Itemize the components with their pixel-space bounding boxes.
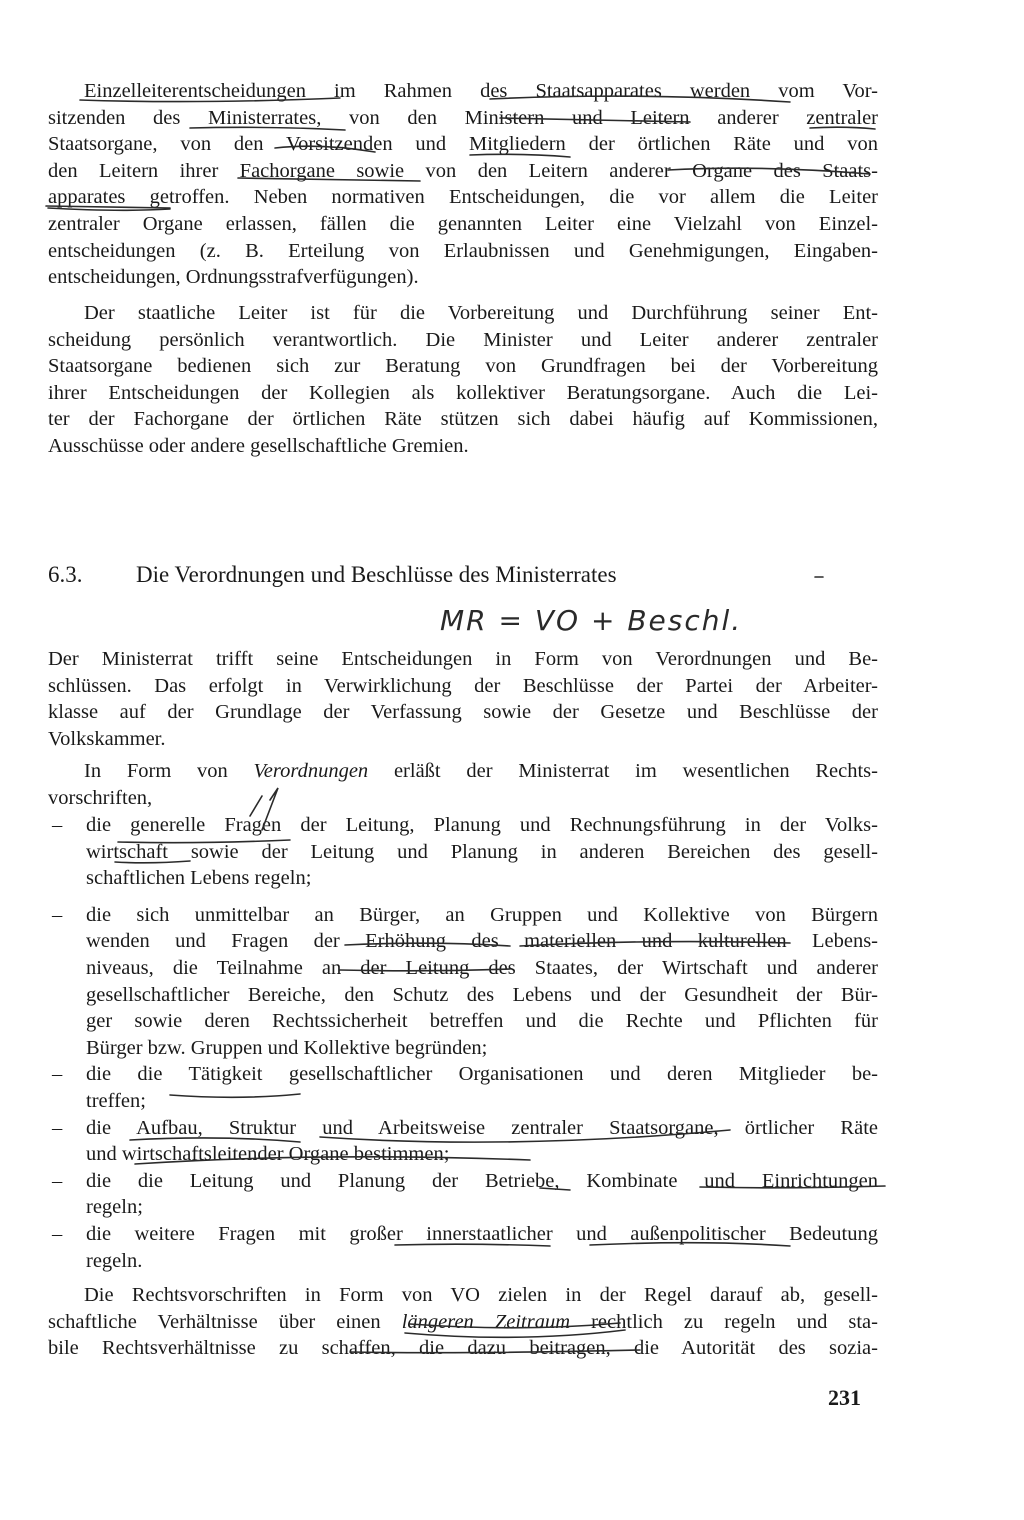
text-line: apparates getroffen. Neben normativen Entscheidungen, die vor allem die Leiter: [48, 186, 878, 209]
text-line: die Aufbau, Struktur und Arbeitsweise zentraler Staatsorgane, örtlicher Räte: [86, 1116, 878, 1139]
paragraph-verordnungen: [48, 758, 878, 811]
text-line: Einzelleiterentscheidungen im Rahmen des Staatsapparates werden vom Vor-: [84, 80, 878, 102]
text-line: die sich unmittelbar an Bürger, an Gruppen und Kollektive von Bürgern: [86, 903, 878, 926]
list-item: [48, 1061, 878, 1114]
text-line: regeln;: [86, 1196, 143, 1219]
paragraph-einzelleiter: [48, 78, 878, 291]
text-line: und wirtschaftsleitender Organe bestimmen;: [86, 1143, 450, 1166]
text-line: schaftliche Verhältnisse über einen längeren Zeitraum rechtlich zu regeln und sta-: [48, 1310, 878, 1333]
dash-bullet: –: [52, 1116, 63, 1139]
text-line: Staatsorgane, von den Vorsitzenden und Mitgliedern der örtlichen Räte und von: [48, 133, 878, 156]
text-line: zentraler Organe erlassen, fällen die genannten Leiter eine Vielzahl von Einzel-: [48, 212, 878, 235]
text-line: In Form von Verordnungen erläßt der Ministerrat im wesentlichen Rechts-: [84, 760, 878, 782]
text-line: scheidung persönlich verantwortlich. Die Minister und Leiter anderer zentraler: [48, 328, 878, 351]
text-line: Staatsorgane bedienen sich zur Beratung von Grundfragen bei der Vorbereitung: [48, 355, 878, 378]
text-line: ger sowie deren Rechtssicherheit betreffen und die Rechte und Pflichten für: [86, 1010, 878, 1033]
text-line: wenden und Fragen der Erhöhung des materiellen und kulturellen Lebens-: [86, 930, 878, 953]
text-line: die die Tätigkeit gesellschaftlicher Organisationen und deren Mitglieder be-: [86, 1063, 878, 1086]
dash-bullet: –: [52, 1169, 63, 1192]
list-item: [48, 1221, 878, 1274]
text-line: den Leitern ihrer Fachorgane sowie von den Leitern anderer Organe des Staats-: [48, 159, 878, 182]
list-item: [48, 812, 878, 892]
handwritten-note: MR = VO + Beschl.: [440, 604, 743, 637]
text-line: schlüssen. Das erfolgt in Verwirklichung der Beschlüsse der Partei der Arbeiter-: [48, 674, 878, 697]
text-line: entscheidungen (z. B. Erteilung von Erlaubnissen und Genehmigungen, Eingaben-: [48, 239, 878, 262]
section-number: 6.3.: [48, 562, 83, 587]
list-item: [48, 1115, 878, 1168]
text-line: bile Rechtsverhältnisse zu schaffen, die dazu beitragen, die Autorität des sozia-: [48, 1337, 878, 1360]
text-line: die generelle Fragen der Leitung, Planung und Rechnungsführung in der Volks-: [86, 814, 878, 836]
text-line: wirtschaft sowie der Leitung und Planung in anderen Bereichen des gesell-: [86, 840, 878, 863]
dash-bullet: –: [52, 814, 63, 836]
dash-bullet: –: [52, 903, 63, 926]
text-line: Der Ministerrat trifft seine Entscheidungen in Form von Verordnungen und Be-: [48, 648, 878, 670]
section-title: Die Verordnungen und Beschlüsse des Ministerrates: [136, 562, 617, 587]
text-line: niveaus, die Teilnahme an der Leitung des Staates, der Wirtschaft und anderer: [86, 956, 878, 979]
list-item: [48, 902, 878, 1062]
text-line: Volkskammer.: [48, 727, 166, 750]
section-heading: [48, 562, 617, 588]
text-line: ihrer Entscheidungen der Kollegien als kollektiver Beratungsorgane. Auch die Lei-: [48, 381, 878, 404]
page-number: 231: [828, 1385, 861, 1410]
text-line: Ausschüsse oder andere gesellschaftliche Gremien.: [48, 434, 469, 457]
dash-bullet: –: [52, 1222, 63, 1245]
verordnungen-list: [48, 812, 878, 1274]
text-line: regeln.: [86, 1249, 143, 1272]
text-line: vorschriften,: [48, 786, 153, 809]
dash-bullet: –: [52, 1063, 63, 1086]
text-line: sitzenden des Ministerrates, von den Ministern und Leitern anderer zentraler: [48, 106, 878, 129]
text-line: die die Leitung und Planung der Betriebe, Kombinate und Einrichtungen: [86, 1169, 878, 1192]
paragraph-ministerrat: [48, 646, 878, 752]
paragraph-staatlicher-leiter: [48, 300, 878, 460]
text-line: klasse auf der Grundlage der Verfassung sowie der Gesetze und Beschlüsse der: [48, 701, 878, 724]
text-line: Die Rechtsvorschriften in Form von VO zielen in der Regel darauf ab, gesell-: [84, 1284, 878, 1306]
text-line: entscheidungen, Ordnungsstrafverfügungen).: [48, 266, 419, 289]
text-line: treffen;: [86, 1089, 146, 1112]
text-line: ter der Fachorgane der örtlichen Räte stützen sich dabei häufig auf Kommissionen,: [48, 408, 878, 431]
paragraph-rechtsvorschriften: [48, 1282, 878, 1362]
text-line: Bürger bzw. Gruppen und Kollektive begründen;: [86, 1036, 488, 1059]
text-line: schaftlichen Lebens regeln;: [86, 867, 312, 890]
text-line: Der staatliche Leiter ist für die Vorbereitung und Durchführung seiner Ent-: [84, 302, 878, 324]
list-item: [48, 1168, 878, 1221]
text-line: die weitere Fragen mit großer innerstaatlicher und außenpolitischer Bedeutung: [86, 1222, 878, 1245]
text-line: gesellschaftlicher Bereiche, den Schutz des Lebens und der Gesundheit der Bür-: [86, 983, 878, 1006]
